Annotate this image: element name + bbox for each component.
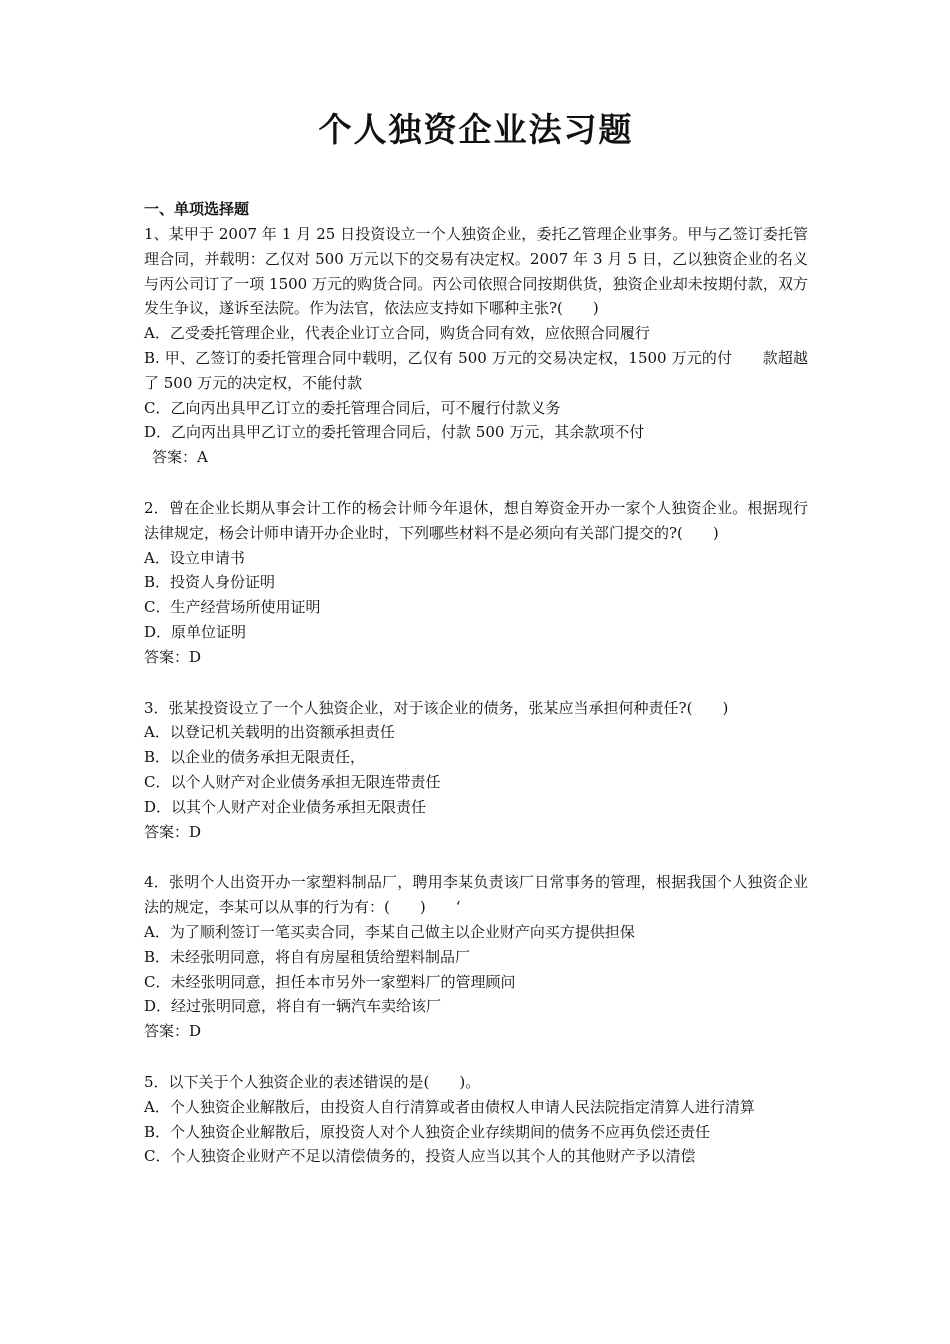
- question-stem: 2．曾在企业长期从事会计工作的杨会计师今年退休，想自筹资金开办一家个人独资企业。根据现行法律规定，杨会计师申请开办企业时，下列哪些材料不是必须向有关部门提交的?( ): [144, 498, 808, 542]
- answer-option: A．设立申请书: [144, 548, 245, 567]
- question-1: [144, 222, 808, 470]
- answer-option: B. 甲、乙签订的委托管理合同中载明，乙仅有 500 万元的交易决定权，1500 万元的付 款超越了 500 万元的决定权，不能付款: [144, 348, 808, 392]
- answer-option: B．以企业的债务承担无限责任，: [144, 748, 366, 767]
- question-stem: 5．以下关于个人独资企业的表述错误的是( )。: [144, 1072, 481, 1091]
- answer-option: C．未经张明同意，担任本市另外一家塑料厂的管理顾问: [144, 972, 516, 991]
- answer-option: D．以其个人财产对企业债务承担无限责任: [144, 797, 427, 816]
- answer-option: D．经过张明同意，将自有一辆汽车卖给该厂: [144, 997, 442, 1016]
- answer-option: A．以登记机关载明的出资额承担责任: [144, 723, 395, 742]
- answer-option: A．乙受委托管理企业，代表企业订立合同，购货合同有效，应依照合同履行: [144, 324, 650, 343]
- answer-option: D．原单位证明: [144, 622, 247, 641]
- section-heading: 一、单项选择题: [144, 200, 250, 218]
- question-list: [144, 222, 808, 1169]
- answer-option: A．个人独资企业解散后，由投资人自行清算或者由债权人申请人民法院指定清算人进行清算: [144, 1097, 755, 1116]
- answer-option: B．未经张明同意，将自有房屋租赁给塑料制品厂: [144, 947, 471, 966]
- question-4: [144, 870, 808, 1044]
- document-title: 个人独资企业法习题: [318, 110, 634, 149]
- document-page: [144, 110, 808, 1195]
- answer-option: C．以个人财产对企业债务承担无限连带责任: [144, 772, 441, 791]
- answer-option: C．生产经营场所使用证明: [144, 598, 321, 617]
- answer-option: C．个人独资企业财产不足以清偿债务的，投资人应当以其个人的其他财产予以清偿: [144, 1147, 696, 1166]
- question-5: [144, 1070, 808, 1169]
- question-3: [144, 696, 808, 845]
- answer-option: B．投资人身份证明: [144, 573, 276, 592]
- answer-key: 答案：A: [152, 448, 208, 467]
- answer-option: B．个人独资企业解散后，原投资人对个人独资企业存续期间的债务不应再负偿还责任: [144, 1122, 711, 1141]
- question-stem: 3．张某投资设立了一个人独资企业，对于该企业的债务，张某应当承担何种责任?( ): [144, 698, 729, 717]
- answer-key: 答案：D: [144, 822, 202, 841]
- question-stem: 4．张明个人出资开办一家塑料制品厂，聘用李某负责该厂日常事务的管理，根据我国个人独资企业法的规定，李某可以从事的行为有：( ) ‘: [144, 873, 808, 917]
- answer-option: D．乙向丙出具甲乙订立的委托管理合同后，付款 500 万元，其余款项不付: [144, 423, 645, 442]
- question-stem: 1、某甲于 2007 年 1 月 25 日投资设立一个人独资企业，委托乙管理企业事务。甲与乙签订委托管理合同，并载明：乙仅对 500 万元以下的交易有决定权。2007 年 3 月 5 日，乙以独资企业的名义与丙公司订了一项 1500 万元的购货合同。丙公司依照合同按期供货，独资企业却未按期付款，双方发生争议，遂诉至法院。作为法官，依法应支持如下哪种主张?( ): [144, 225, 808, 318]
- answer-key: 答案：D: [144, 1022, 202, 1041]
- answer-key: 答案：D: [144, 647, 202, 666]
- answer-option: C．乙向丙出具甲乙订立的委托管理合同后，可不履行付款义务: [144, 398, 561, 417]
- question-2: [144, 496, 808, 670]
- answer-option: A．为了顺利签订一笔买卖合同，李某自己做主以企业财产向买方提供担保: [144, 922, 635, 941]
